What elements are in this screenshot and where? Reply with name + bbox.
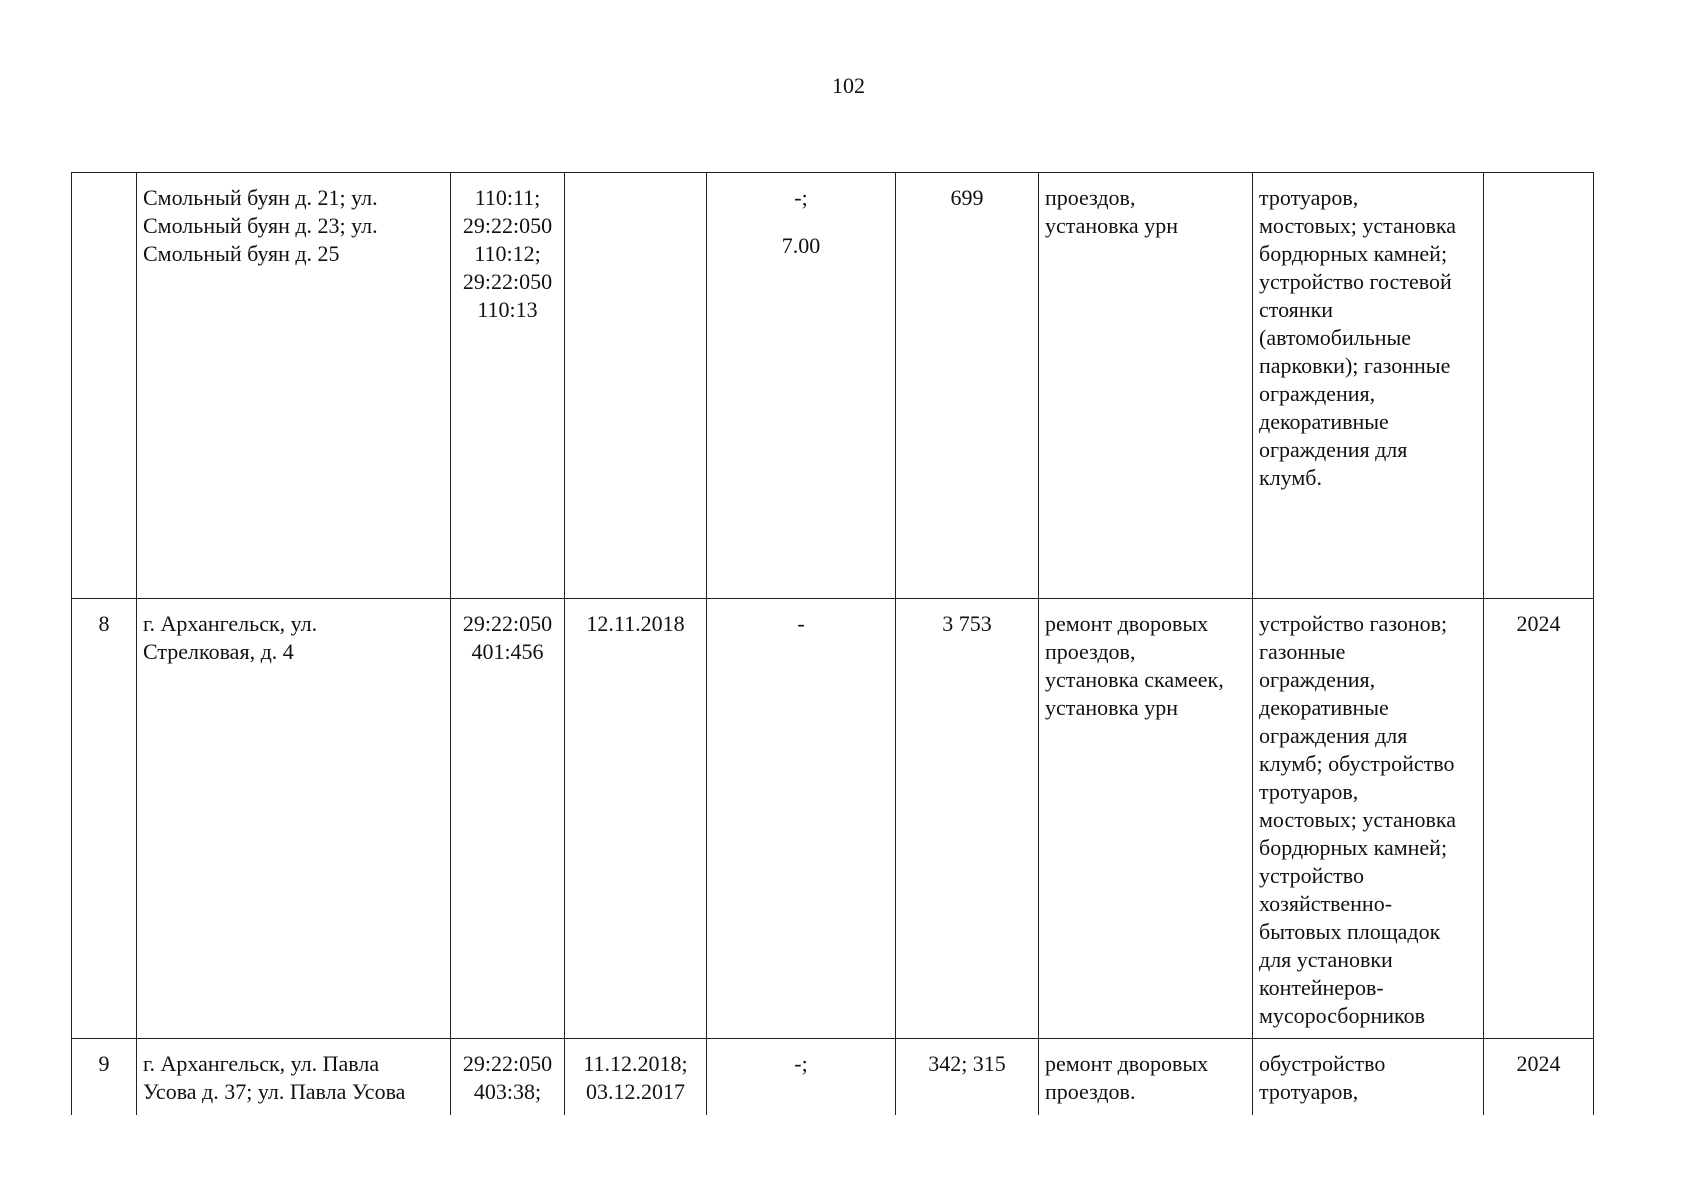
table-row bbox=[72, 173, 1594, 599]
cell-value-a: - bbox=[707, 599, 896, 1039]
cell-works-min: ремонт дворовых проездов, установка скамеек, установка урн bbox=[1039, 599, 1253, 1039]
cell-works-extra: устройство газонов; газонные ограждения, декоративные ограждения для клумб; обустройство тротуаров, мостовых; установка бордюрных камней; устройство хозяйственно- бытовых площадок для установки контейнеров- мусоросборников bbox=[1253, 599, 1484, 1039]
table-row bbox=[72, 1039, 1594, 1115]
cell-cadastral: 29:22:050 401:456 bbox=[451, 599, 565, 1039]
cell-number: 9 bbox=[72, 1039, 137, 1115]
works-table bbox=[71, 172, 1594, 1115]
cell-value-b: 3 753 bbox=[896, 599, 1039, 1039]
table-row bbox=[72, 599, 1594, 1039]
cell-date: 12.11.2018 bbox=[565, 599, 707, 1039]
cell-works-min: ремонт дворовых проездов. bbox=[1039, 1039, 1253, 1115]
cell-address: г. Архангельск, ул. Павла Усова д. 37; ул. Павла Усова bbox=[137, 1039, 451, 1115]
cell-works-extra: тротуаров, мостовых; установка бордюрных камней; устройство гостевой стоянки (автомобильные парковки); газонные ограждения, декоративные ограждения для клумб. bbox=[1253, 173, 1484, 599]
cell-date bbox=[565, 173, 707, 599]
cell-year: 2024 bbox=[1484, 599, 1594, 1039]
cell-cadastral: 110:11; 29:22:050 110:12; 29:22:050 110:13 bbox=[451, 173, 565, 599]
cell-works-min: проездов, установка урн bbox=[1039, 173, 1253, 599]
cell-address: Смольный буян д. 21; ул. Смольный буян д. 23; ул. Смольный буян д. 25 bbox=[137, 173, 451, 599]
cell-address: г. Архангельск, ул. Стрелковая, д. 4 bbox=[137, 599, 451, 1039]
cell-cadastral: 29:22:050 403:38; bbox=[451, 1039, 565, 1115]
cell-date: 11.12.2018; 03.12.2017 bbox=[565, 1039, 707, 1115]
cell-number: 8 bbox=[72, 599, 137, 1039]
cell-value-b: 699 bbox=[896, 173, 1039, 599]
cell-value-a: -; bbox=[707, 1039, 896, 1115]
page-number: 102 bbox=[832, 73, 865, 98]
cell-number bbox=[72, 173, 137, 599]
cell-value-a: -; 7.00 bbox=[707, 173, 896, 599]
cell-works-extra: обустройство тротуаров, bbox=[1253, 1039, 1484, 1115]
cell-year: 2024 bbox=[1484, 1039, 1594, 1115]
cell-year bbox=[1484, 173, 1594, 599]
cell-value-b: 342; 315 bbox=[896, 1039, 1039, 1115]
